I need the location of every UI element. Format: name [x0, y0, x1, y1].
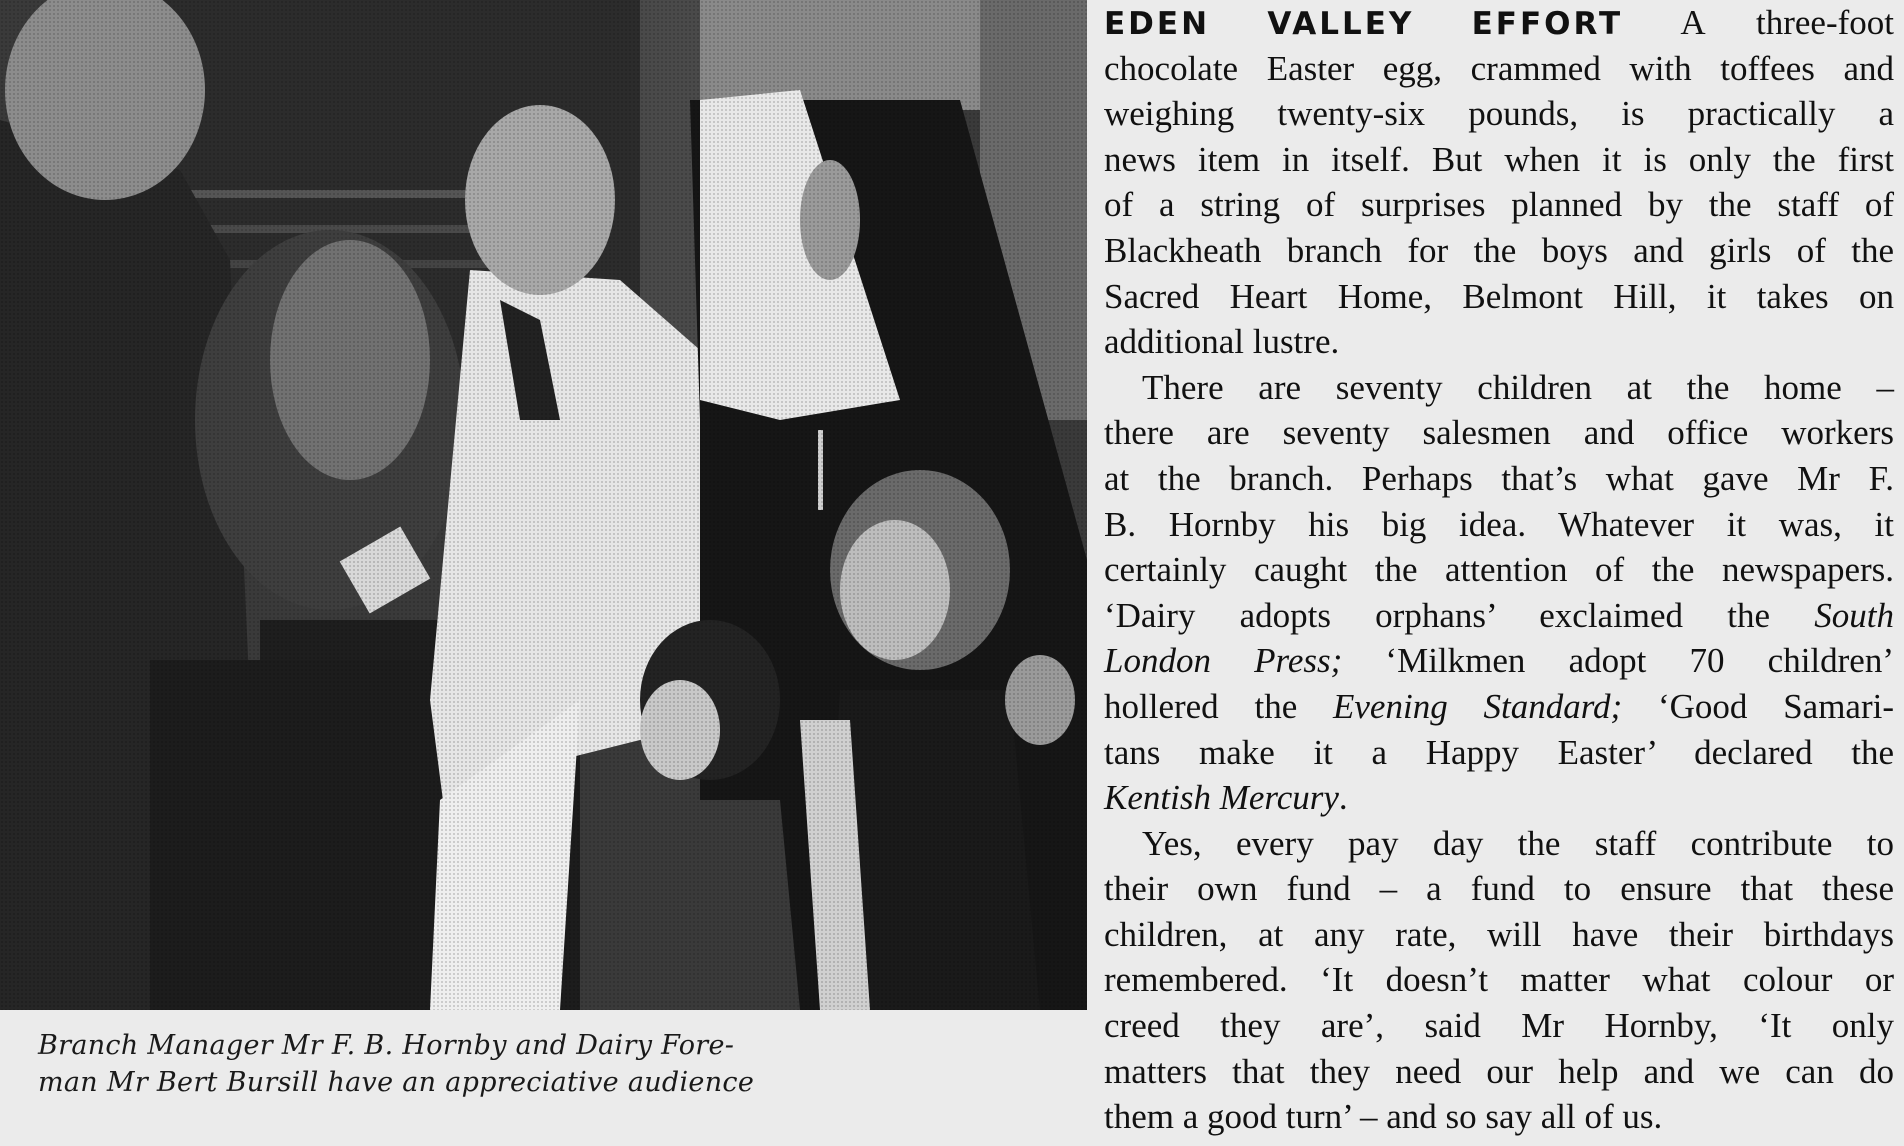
article-line [1104, 1003, 1894, 1049]
article-text: certainly caught the attention of the newspapers. [1104, 550, 1894, 590]
article-line [1104, 137, 1894, 183]
article-line [1104, 1094, 1894, 1140]
caption-line-2: man Mr Bert Bursill have an appreciative audience [38, 1067, 755, 1098]
article-line [1104, 821, 1894, 867]
article-line [1104, 866, 1894, 912]
article-text: . [1338, 778, 1348, 818]
article-text: at the branch. Perhaps that’s what gave Mr F. [1104, 458, 1894, 498]
article-line [1104, 775, 1894, 821]
article-line [1104, 0, 1894, 46]
article-line [1104, 638, 1894, 684]
publication-title: South [1814, 595, 1894, 635]
article-line [1104, 912, 1894, 958]
article-text: chocolate Easter egg, crammed with toffees and [1104, 48, 1894, 88]
article-line [1104, 547, 1894, 593]
article-text: ‘Good Samari- [1622, 686, 1894, 726]
article-line [1104, 365, 1894, 411]
article-text: weighing twenty-six pounds, is practically a [1104, 94, 1894, 134]
article-text: A three-foot [1680, 3, 1894, 42]
article-text: of a string of surprises planned by the staff of [1104, 185, 1894, 225]
article-body [1104, 0, 1894, 1140]
article-text: B. Hornby his big idea. Whatever it was, it [1104, 504, 1894, 544]
article-text: matters that they need our help and we can do [1104, 1051, 1894, 1091]
publication-title: Kentish Mercury [1104, 778, 1339, 818]
article-line [1104, 182, 1894, 228]
publication-title: London Press; [1104, 641, 1343, 681]
article-text: remembered. ‘It doesn’t matter what colour or [1104, 960, 1894, 1000]
article-text: creed they are’, said Mr Hornby, ‘It only [1104, 1006, 1894, 1046]
article-text: there are seventy salesmen and office workers [1104, 413, 1894, 453]
article-line [1104, 593, 1894, 639]
article-line [1104, 456, 1894, 502]
article-line [1104, 684, 1894, 730]
article-text: Sacred Heart Home, Belmont Hill, it takes on [1104, 276, 1894, 316]
article-text: ‘Dairy adopts orphans’ exclaimed the [1104, 595, 1815, 635]
article-text: Yes, every pay day the staff contribute to [1142, 823, 1894, 863]
article-line [1104, 274, 1894, 320]
article-line [1104, 46, 1894, 92]
article-line [1104, 319, 1894, 365]
article-text: Blackheath branch for the boys and girls of the [1104, 230, 1894, 270]
article-line [1104, 502, 1894, 548]
article-line [1104, 410, 1894, 456]
article-text: children, at any rate, will have their birthdays [1104, 914, 1894, 954]
article-line [1104, 1049, 1894, 1095]
article-text: There are seventy children at the home – [1142, 367, 1894, 407]
article-line [1104, 730, 1894, 776]
article-headline: EDEN VALLEY EFFORT [1104, 6, 1681, 42]
article-text: tans make it a Happy Easter’ declared the [1104, 732, 1894, 772]
caption-line-1: Branch Manager Mr F. B. Hornby and Dairy Fore- [38, 1030, 735, 1061]
photo-caption [38, 1027, 858, 1101]
article-text: their own fund – a fund to ensure that these [1104, 869, 1894, 909]
article-line [1104, 957, 1894, 1003]
article-text: them a good turn’ – and so say all of us. [1104, 1097, 1663, 1137]
article-text: news item in itself. But when it is only the first [1104, 139, 1894, 179]
article-text: hollered the [1104, 686, 1334, 726]
article-line [1104, 228, 1894, 274]
publication-title: Evening Standard; [1333, 686, 1623, 726]
article-text: ‘Milkmen adopt 70 children’ [1342, 641, 1894, 681]
article-line [1104, 91, 1894, 137]
article-text: additional lustre. [1104, 322, 1340, 362]
